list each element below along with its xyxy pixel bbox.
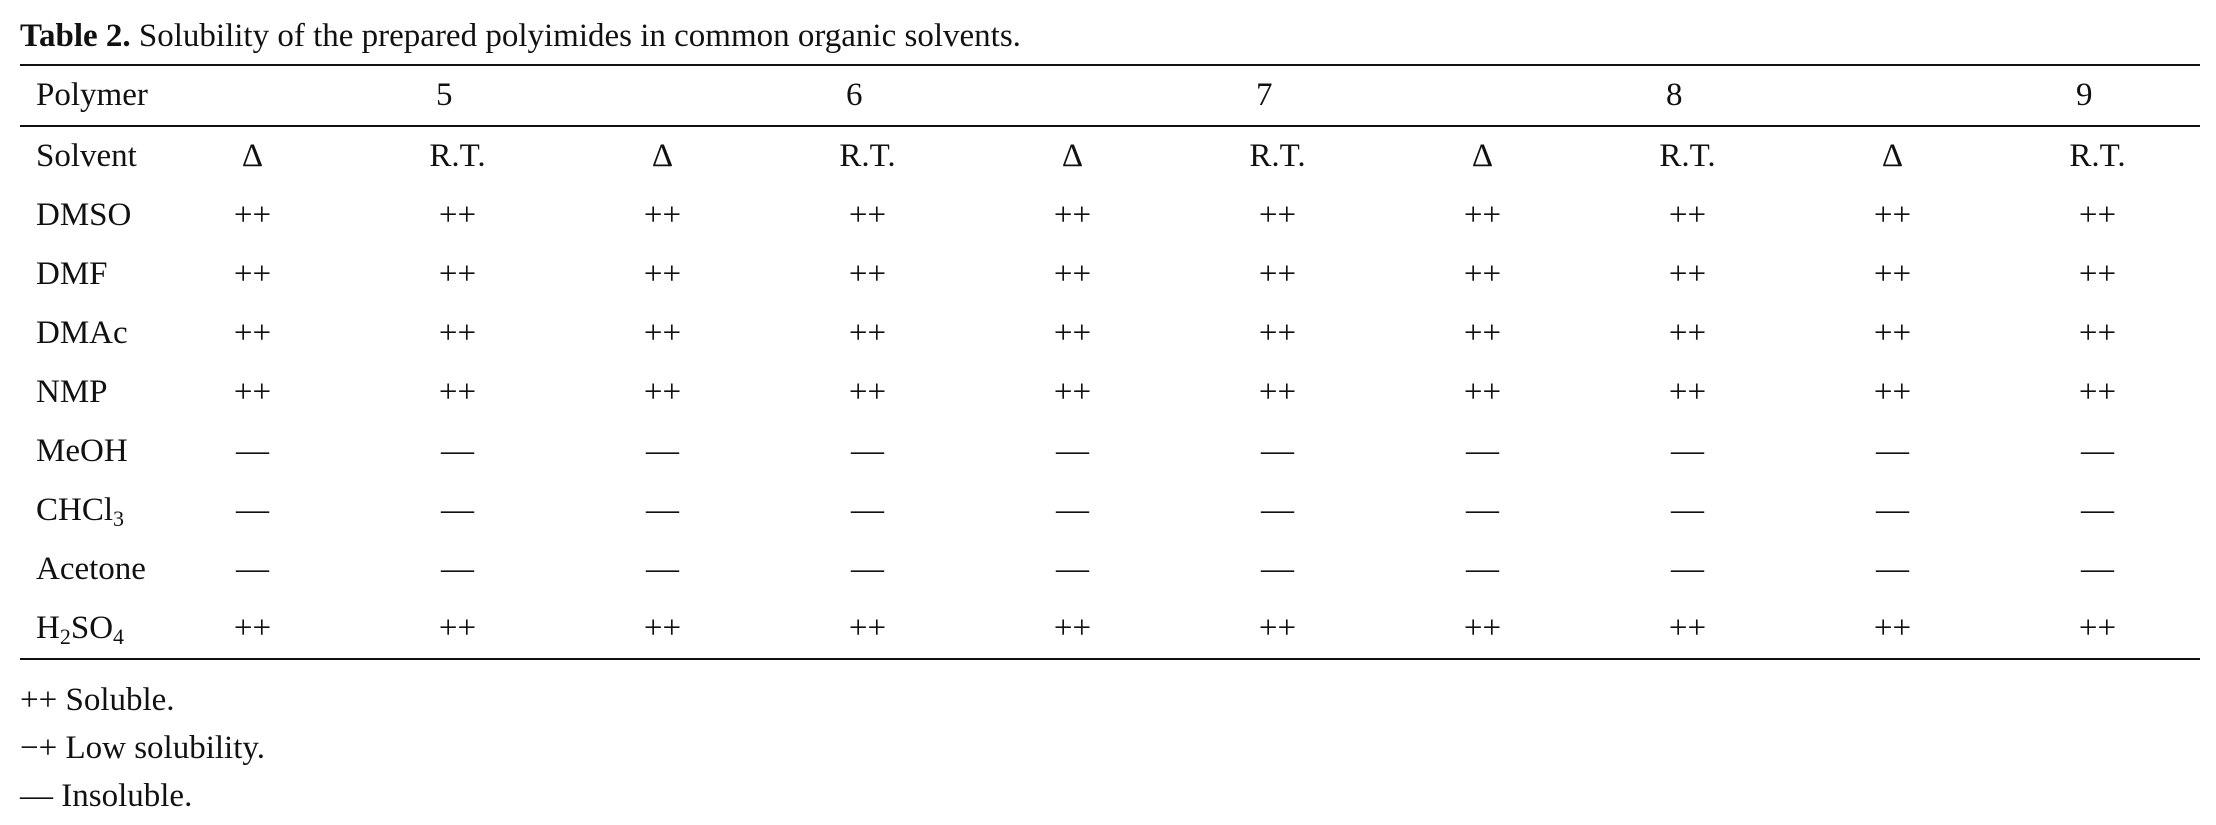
solubility-cell: ++	[233, 315, 272, 351]
solubility-cell: —	[236, 433, 269, 469]
solubility-cell: —	[236, 551, 269, 587]
solubility-cell: —	[646, 551, 679, 587]
solubility-cell: ++	[438, 374, 477, 410]
solubility-cell: —	[2081, 433, 2114, 469]
solubility-cell: —	[441, 492, 474, 528]
solvent-name: CHCl$_3$	[36, 492, 125, 531]
condition-header-row	[20, 126, 2200, 186]
solubility-table	[20, 64, 2200, 660]
footnote-soluble: ++ Soluble.	[20, 682, 175, 718]
solubility-cell: —	[851, 492, 884, 528]
solubility-cell: ++	[1053, 610, 1092, 646]
solubility-cell: —	[1671, 433, 1704, 469]
solubility-cell: ++	[438, 315, 477, 351]
solvent-name: DMAc	[36, 315, 128, 351]
solubility-cell: ++	[1873, 256, 1912, 292]
condition-header: R.T.	[429, 138, 486, 174]
solubility-cell: ++	[848, 197, 887, 233]
solvent-name: Acetone	[36, 551, 146, 587]
polymer-header-5: 5	[436, 77, 453, 113]
table-caption-label: Table 2.	[20, 18, 131, 54]
solubility-cell: —	[2081, 492, 2114, 528]
solubility-cell: ++	[1668, 610, 1707, 646]
solubility-cell: —	[1876, 551, 1909, 587]
polymer-header-7: 7	[1256, 77, 1273, 113]
table-caption	[20, 16, 2200, 64]
table-row	[20, 304, 2200, 363]
solvent-name: DMSO	[36, 197, 132, 233]
solubility-cell: —	[1671, 492, 1704, 528]
table-row	[20, 599, 2200, 659]
solvent-name: DMF	[36, 256, 108, 292]
condition-header: R.T.	[839, 138, 896, 174]
solubility-cell: ++	[848, 256, 887, 292]
solubility-cell: —	[1056, 492, 1089, 528]
solubility-cell: —	[646, 433, 679, 469]
solubility-cell: ++	[233, 610, 272, 646]
solvent-label: Solvent	[36, 138, 137, 174]
condition-header: R.T.	[2069, 138, 2126, 174]
solubility-cell: ++	[1873, 315, 1912, 351]
footnote-insoluble: — Insoluble.	[20, 778, 193, 814]
solubility-cell: ++	[233, 256, 272, 292]
solubility-cell: —	[441, 551, 474, 587]
polymer-header-9: 9	[2076, 77, 2093, 113]
solubility-cell: ++	[1668, 197, 1707, 233]
solubility-cell: ++	[1053, 374, 1092, 410]
solubility-cell: ++	[233, 197, 272, 233]
condition-header: Δ	[1471, 138, 1494, 174]
polymer-header-8: 8	[1666, 77, 1683, 113]
solubility-cell: ++	[438, 197, 477, 233]
solubility-cell: ++	[233, 374, 272, 410]
solubility-cell: —	[441, 433, 474, 469]
table-row	[20, 422, 2200, 481]
solubility-cell: —	[1671, 551, 1704, 587]
solubility-cell: —	[851, 433, 884, 469]
solubility-cell: —	[236, 492, 269, 528]
solubility-cell: ++	[848, 610, 887, 646]
table-row	[20, 363, 2200, 422]
solubility-cell: ++	[438, 256, 477, 292]
condition-header: Δ	[651, 138, 674, 174]
polymer-header-6: 6	[846, 77, 863, 113]
table-caption-text: Solubility of the prepared polyimides in common organic solvents.	[130, 18, 1021, 54]
solubility-cell: ++	[1053, 197, 1092, 233]
condition-header: Δ	[1061, 138, 1084, 174]
solubility-cell: ++	[2078, 374, 2117, 410]
solubility-cell: ++	[2078, 610, 2117, 646]
solubility-cell: ++	[1873, 374, 1912, 410]
solubility-cell: ++	[1463, 374, 1502, 410]
solubility-cell: —	[1261, 492, 1294, 528]
solubility-cell: —	[1466, 492, 1499, 528]
solubility-cell: ++	[1668, 374, 1707, 410]
solubility-cell: —	[646, 492, 679, 528]
solubility-cell: ++	[1258, 256, 1297, 292]
solubility-cell: ++	[1873, 197, 1912, 233]
condition-header: R.T.	[1659, 138, 1716, 174]
solubility-cell: ++	[1668, 315, 1707, 351]
solvent-name: $H_2SO_4$	[36, 610, 125, 649]
solubility-cell: ++	[1463, 610, 1502, 646]
solubility-cell: ++	[643, 256, 682, 292]
polymer-header-row	[20, 65, 2200, 126]
solubility-cell: ++	[2078, 315, 2117, 351]
solubility-cell: —	[1056, 433, 1089, 469]
solubility-cell: ++	[1258, 197, 1297, 233]
solubility-cell: ++	[848, 374, 887, 410]
solubility-cell: —	[1261, 551, 1294, 587]
solvent-name: MeOH	[36, 433, 128, 469]
solubility-cell: ++	[643, 610, 682, 646]
solubility-cell: ++	[1258, 315, 1297, 351]
solubility-cell: ++	[1053, 315, 1092, 351]
table-figure	[20, 0, 2200, 820]
table-row	[20, 481, 2200, 540]
solubility-cell: ++	[643, 197, 682, 233]
condition-header: Δ	[241, 138, 264, 174]
condition-header: Δ	[1881, 138, 1904, 174]
solubility-cell: ++	[1258, 610, 1297, 646]
solubility-cell: —	[1466, 551, 1499, 587]
solubility-cell: —	[1056, 551, 1089, 587]
solubility-cell: ++	[2078, 256, 2117, 292]
solubility-cell: ++	[1463, 197, 1502, 233]
polymer-label: Polymer	[36, 77, 148, 113]
solubility-cell: —	[2081, 551, 2114, 587]
condition-header: R.T.	[1249, 138, 1306, 174]
solubility-cell: —	[1876, 492, 1909, 528]
solubility-cell: —	[1876, 433, 1909, 469]
solvent-name: NMP	[36, 374, 108, 410]
solubility-cell: —	[1261, 433, 1294, 469]
solubility-cell: ++	[1053, 256, 1092, 292]
solubility-cell: ++	[848, 315, 887, 351]
table-footnotes	[20, 676, 2200, 820]
footnote-low-solubility: −+ Low solubility.	[20, 730, 266, 766]
solubility-cell: —	[1466, 433, 1499, 469]
solubility-cell: ++	[2078, 197, 2117, 233]
solubility-cell: ++	[1463, 315, 1502, 351]
solubility-cell: ++	[1258, 374, 1297, 410]
solubility-cell: ++	[1463, 256, 1502, 292]
table-row	[20, 540, 2200, 599]
solubility-cell: ++	[643, 315, 682, 351]
solubility-cell: ++	[643, 374, 682, 410]
solubility-cell: —	[851, 551, 884, 587]
solubility-cell: ++	[1668, 256, 1707, 292]
table-row	[20, 186, 2200, 245]
table-row	[20, 245, 2200, 304]
solubility-cell: ++	[1873, 610, 1912, 646]
solubility-cell: ++	[438, 610, 477, 646]
